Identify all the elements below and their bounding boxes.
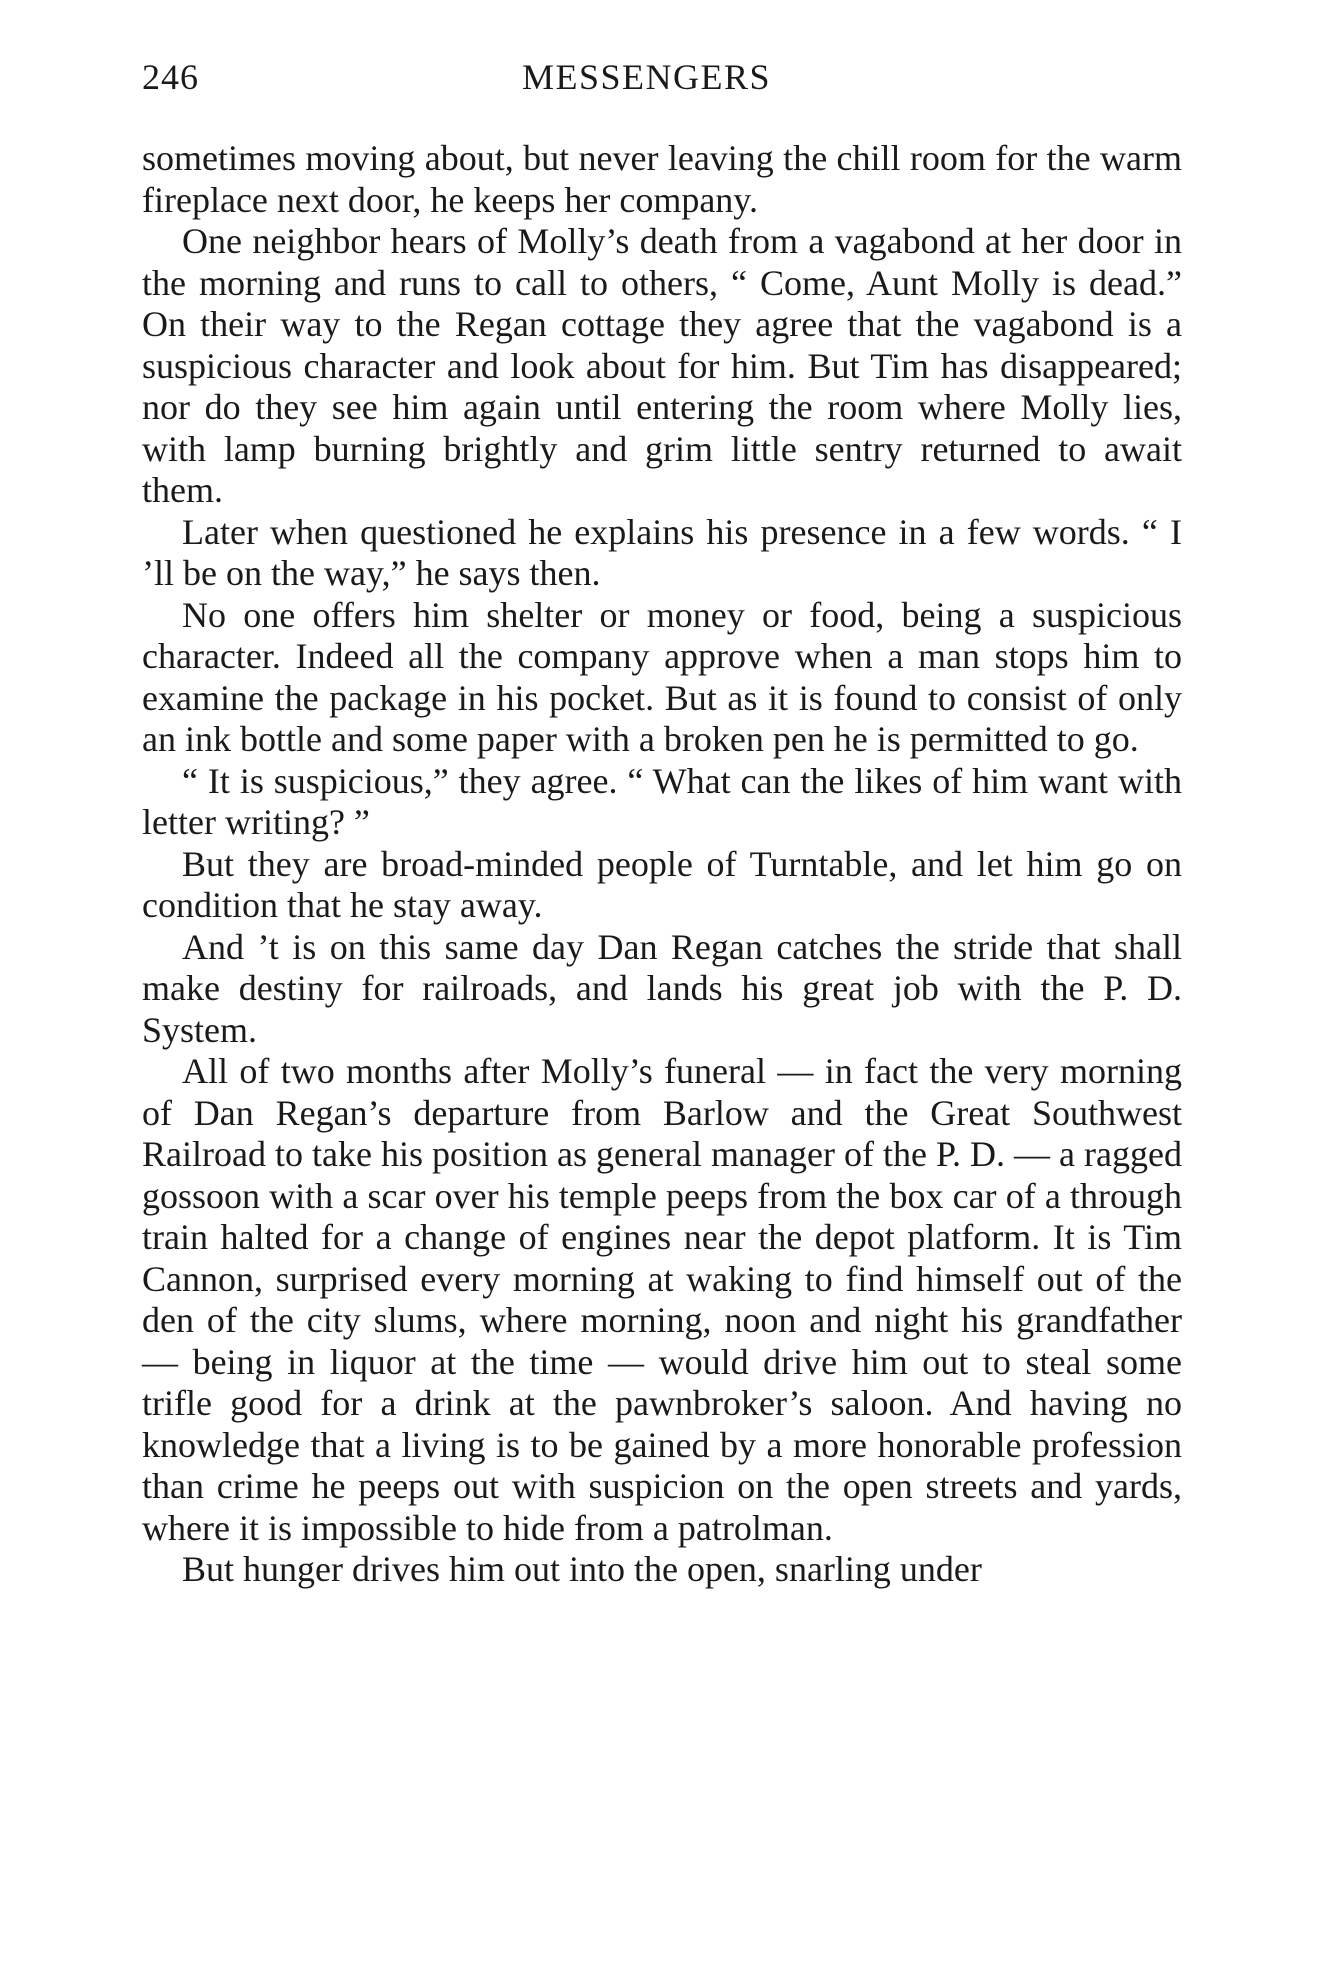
- paragraph: One neighbor hears of Molly’s death from a vagabond at her door in the morning and runs to call to others, “ Come, Aunt Molly is dead.” On their way to the Regan cottage they agree that the vagabond is a suspicious character and look about for him. But Tim has disappeared; nor do they see him again until entering the room where Molly lies, with lamp burning brightly and grim little sentry returned to await them.: [142, 221, 1182, 510]
- paragraph: sometimes moving about, but never leaving the chill room for the warm fireplace next door, he keeps her company.: [142, 138, 1182, 220]
- paragraph: And ’t is on this same day Dan Regan catches the stride that shall make destiny for railroads, and lands his great job with the P. D. System.: [142, 926, 1182, 1050]
- paragraph: All of two months after Molly’s funeral — in fact the very morning of Dan Regan’s departure from Barlow and the Great Southwest Railroad to take his position as general manager of the P. D. — a ragged gossoon with a scar over his temple peeps from the box car of a through train halted for a change of engines near the depot platform. It is Tim Cannon, surprised every morning at waking to find himself out of the den of the city slums, where morning, noon and night his grandfather — being in liquor at the time — would drive him out to steal some trifle good for a drink at the pawnbroker’s saloon. And having no knowledge that a living is to be gained by a more honorable profession than crime he peeps out with suspicion on the open streets and yards, where it is impossible to hide from a patrolman.: [142, 1051, 1182, 1548]
- paragraph: But they are broad-minded people of Turntable, and let him go on condition that he stay away.: [142, 843, 1182, 925]
- paragraph: But hunger drives him out into the open, snarling under: [182, 1549, 982, 1589]
- paragraph: Later when questioned he explains his presence in a few words. “ I ’ll be on the way,” he says then.: [142, 511, 1182, 593]
- page-header: [142, 56, 1182, 106]
- paragraph: “ It is suspicious,” they agree. “ What can the likes of him want with letter writing? ”: [142, 760, 1182, 842]
- paragraph: No one offers him shelter or money or food, being a suspicious character. Indeed all the company approve when a man stops him to examine the package in his pocket. But as it is found to consist of only an ink bottle and some paper with a broken pen he is permitted to go.: [142, 594, 1182, 759]
- page-number: 246: [142, 57, 199, 97]
- body-text: [142, 138, 1182, 1591]
- running-title: MESSENGERS: [522, 57, 772, 97]
